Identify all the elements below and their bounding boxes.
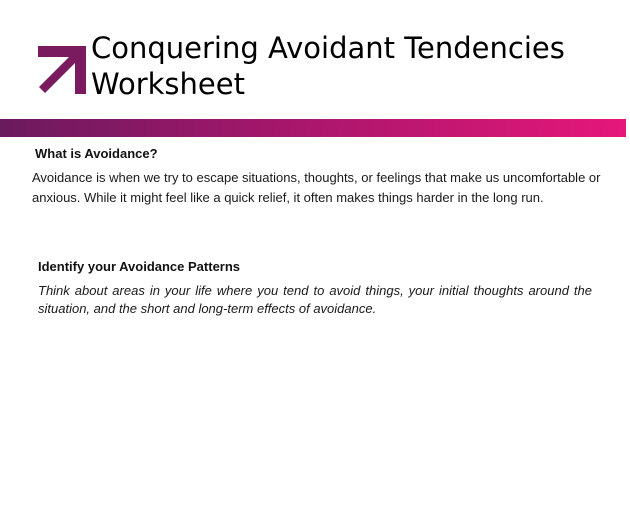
section-heading-identify-patterns: Identify your Avoidance Patterns [38,259,241,274]
header-gradient-bar [0,119,626,137]
section-body-identify-patterns: Think about areas in your life where you tend to avoid things, your initial thoughts around the situation, and the short and long-term effects of avoidance. [38,283,592,316]
diagonal-arrow-up-right-icon [36,46,86,96]
section-body-what-is-avoidance: Avoidance is when we try to escape situations, thoughts, or feelings that make us uncomfortable or anxious. While it might feel like a quick relief, it often makes things harder in the long run. [32,170,601,205]
page-title: Conquering Avoidant Tendencies Worksheet [91,31,565,101]
section-heading-what-is-avoidance: What is Avoidance? [35,146,158,161]
